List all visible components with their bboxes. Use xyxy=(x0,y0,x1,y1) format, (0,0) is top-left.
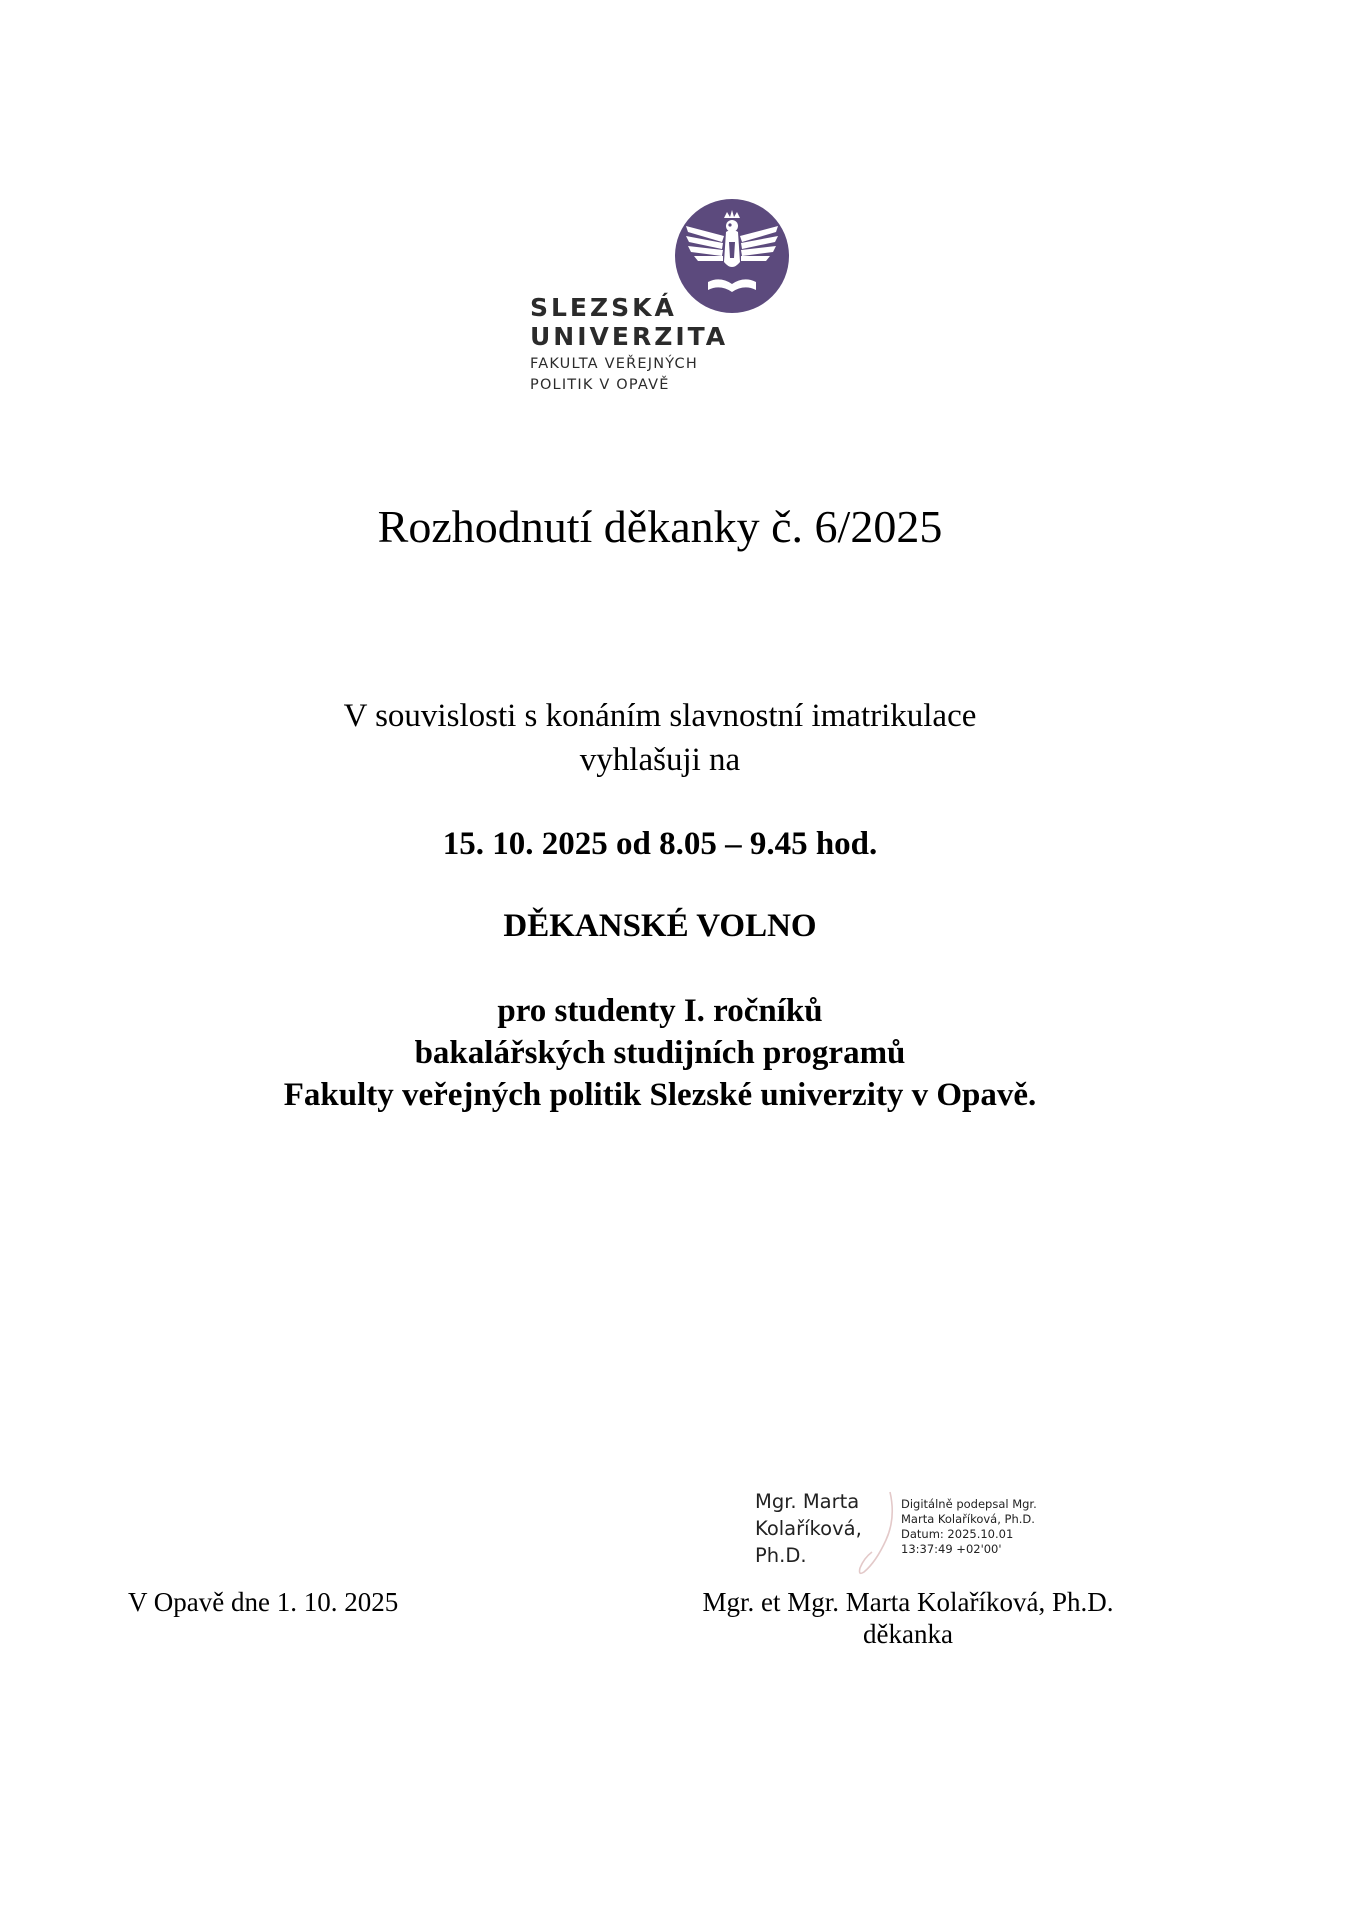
intro-line-1: V souvislosti s konáním slavnostní imatrikulace xyxy=(343,698,977,734)
signature-stroke-icon xyxy=(850,1488,900,1578)
university-logo xyxy=(530,198,810,398)
signer-name: Mgr. et Mgr. Marta Kolaříková, Ph.D. xyxy=(702,1587,1114,1617)
announcement-heading: DĚKANSKÉ VOLNO xyxy=(503,908,817,944)
place-and-date: V Opavě dne 1. 10. 2025 xyxy=(128,1587,399,1617)
signature-detail-line1: Digitálně podepsal Mgr. xyxy=(901,1497,1037,1511)
signature-detail-line4: 13:37:49 +02'00' xyxy=(901,1542,1002,1556)
signature-name-line3: Ph.D. xyxy=(755,1544,807,1567)
eagle-emblem-icon xyxy=(672,198,792,314)
digital-signature-name xyxy=(755,1488,862,1569)
university-name-line1: SLEZSKÁ xyxy=(530,293,677,322)
faculty-name-line1: FAKULTA VEŘEJNÝCH xyxy=(530,356,698,372)
target-line-1: pro studenty I. ročníků xyxy=(497,993,823,1029)
signature-detail-line3: Datum: 2025.10.01 xyxy=(901,1527,1014,1541)
document-title: Rozhodnutí děkanky č. 6/2025 xyxy=(377,501,943,552)
target-line-3: Fakulty veřejných politik Slezské univerzity v Opavě. xyxy=(283,1077,1037,1113)
target-line-2: bakalářských studijních programů xyxy=(414,1035,906,1071)
faculty-name-line2: POLITIK V OPAVĚ xyxy=(530,377,670,393)
signer-role: děkanka xyxy=(863,1619,953,1649)
signature-name-line1: Mgr. Marta xyxy=(755,1490,860,1513)
intro-line-2: vyhlašuji na xyxy=(579,742,741,778)
date-time: 15. 10. 2025 od 8.05 – 9.45 hod. xyxy=(442,826,878,862)
university-name-line2: UNIVERZITA xyxy=(530,322,729,351)
digital-signature-details xyxy=(901,1497,1037,1557)
signature-name-line2: Kolaříková, xyxy=(755,1517,862,1540)
signature-detail-line2: Marta Kolaříková, Ph.D. xyxy=(901,1512,1035,1526)
